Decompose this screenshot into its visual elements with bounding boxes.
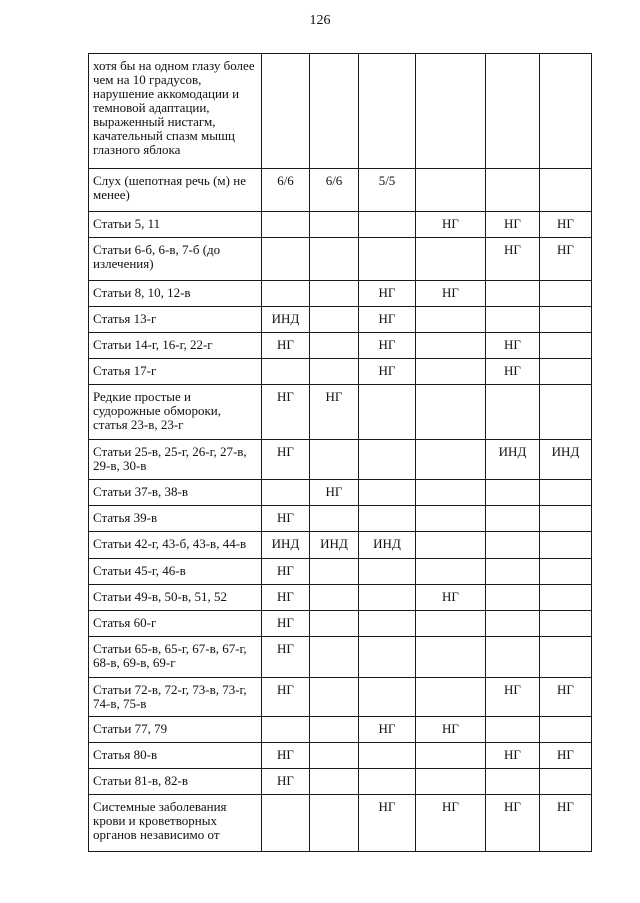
table-cell <box>262 359 310 385</box>
table-cell <box>416 480 486 506</box>
table-cell: НГ <box>262 769 310 795</box>
table-cell <box>416 54 486 169</box>
table-cell: НГ <box>262 385 310 440</box>
table-cell <box>540 281 592 307</box>
table-cell <box>416 769 486 795</box>
table-cell: НГ <box>262 559 310 585</box>
table-row <box>89 212 592 238</box>
row-label: Статьи 42-г, 43-б, 43-в, 44-в <box>89 532 262 559</box>
table-cell <box>540 54 592 169</box>
row-label: Статьи 72-в, 72-г, 73-в, 73-г, 74-в, 75-в <box>89 678 262 717</box>
table-row <box>89 238 592 281</box>
table-cell <box>310 238 359 281</box>
table-cell <box>416 385 486 440</box>
table-cell <box>310 717 359 743</box>
row-label: Статья 17-г <box>89 359 262 385</box>
table-cell: НГ <box>486 212 540 238</box>
table-cell <box>416 333 486 359</box>
table-cell <box>359 637 416 678</box>
table-cell <box>540 611 592 637</box>
table-cell: НГ <box>486 333 540 359</box>
table-cell <box>310 637 359 678</box>
table-cell: НГ <box>416 585 486 611</box>
row-label: Слух (шепотная речь (м) не менее) <box>89 169 262 212</box>
table-cell <box>310 359 359 385</box>
table-cell <box>486 54 540 169</box>
table-cell <box>359 212 416 238</box>
table-cell: НГ <box>262 440 310 480</box>
table-cell <box>486 281 540 307</box>
table-cell <box>262 480 310 506</box>
table-cell <box>262 212 310 238</box>
table-cell <box>310 281 359 307</box>
table-cell <box>540 585 592 611</box>
table-row <box>89 611 592 637</box>
row-label: Статья 39-в <box>89 506 262 532</box>
table-cell <box>359 611 416 637</box>
table-cell <box>416 611 486 637</box>
table-cell: НГ <box>540 238 592 281</box>
table-cell <box>359 385 416 440</box>
table-cell <box>416 440 486 480</box>
table-cell: НГ <box>262 585 310 611</box>
row-label: Редкие простые и судорожные обмороки, статья 23-в, 23-г <box>89 385 262 440</box>
table-row <box>89 333 592 359</box>
table-row <box>89 480 592 506</box>
table-cell <box>486 532 540 559</box>
table-cell <box>486 611 540 637</box>
row-label: Статьи 81-в, 82-в <box>89 769 262 795</box>
table-row <box>89 385 592 440</box>
row-label: Статьи 77, 79 <box>89 717 262 743</box>
table-cell: НГ <box>486 359 540 385</box>
table-cell <box>310 307 359 333</box>
table-cell: НГ <box>540 795 592 852</box>
row-label: Статья 60-г <box>89 611 262 637</box>
table-cell <box>359 678 416 717</box>
table-cell <box>262 717 310 743</box>
table-row <box>89 281 592 307</box>
table-cell <box>540 532 592 559</box>
row-label: Статьи 14-г, 16-г, 22-г <box>89 333 262 359</box>
table-cell <box>540 506 592 532</box>
table-cell: НГ <box>540 678 592 717</box>
table-cell <box>486 480 540 506</box>
row-label: Статьи 65-в, 65-г, 67-в, 67-г, 68-в, 69-в, 69-г <box>89 637 262 678</box>
table-cell <box>486 169 540 212</box>
table-cell <box>486 506 540 532</box>
table-cell: ИНД <box>262 532 310 559</box>
table-cell <box>359 559 416 585</box>
table-cell: НГ <box>416 795 486 852</box>
table-cell <box>416 307 486 333</box>
table-cell <box>359 585 416 611</box>
table-cell <box>262 795 310 852</box>
table-cell: НГ <box>262 678 310 717</box>
table-cell: НГ <box>416 717 486 743</box>
table-cell: НГ <box>540 743 592 769</box>
table-cell <box>310 559 359 585</box>
table-cell: НГ <box>359 359 416 385</box>
table-cell <box>310 506 359 532</box>
table-cell: 6/6 <box>262 169 310 212</box>
table-row <box>89 359 592 385</box>
page-number: 126 <box>309 13 331 28</box>
table-cell: НГ <box>359 795 416 852</box>
table-cell: НГ <box>486 678 540 717</box>
table-row <box>89 559 592 585</box>
table-cell <box>310 678 359 717</box>
table-row <box>89 769 592 795</box>
table-cell <box>359 440 416 480</box>
table-cell: НГ <box>359 333 416 359</box>
table-row <box>89 532 592 559</box>
table-cell: НГ <box>310 385 359 440</box>
table-cell <box>416 532 486 559</box>
table-cell: НГ <box>486 743 540 769</box>
table-cell <box>540 307 592 333</box>
table-cell: ИНД <box>310 532 359 559</box>
table-row <box>89 54 592 169</box>
table-cell <box>310 795 359 852</box>
table-row <box>89 637 592 678</box>
row-label: Статьи 45-г, 46-в <box>89 559 262 585</box>
table-cell <box>540 769 592 795</box>
table-cell <box>416 637 486 678</box>
row-label: Статьи 37-в, 38-в <box>89 480 262 506</box>
row-label: хотя бы на одном глазу более чем на 10 градусов, нарушение аккомодации и темновой адаптации, выраженный нистагм, качательный спазм мышц глазного яблока <box>89 54 262 169</box>
row-label: Системные заболевания крови и кроветворных органов независимо от <box>89 795 262 852</box>
table-cell: НГ <box>359 307 416 333</box>
row-label: Статьи 49-в, 50-в, 51, 52 <box>89 585 262 611</box>
table-cell <box>310 54 359 169</box>
table-row <box>89 169 592 212</box>
table-cell <box>416 359 486 385</box>
table-cell <box>310 333 359 359</box>
table-cell <box>540 169 592 212</box>
table-row <box>89 743 592 769</box>
requirements-table <box>88 53 592 852</box>
table-cell <box>540 385 592 440</box>
table-row <box>89 795 592 852</box>
table-cell <box>416 169 486 212</box>
table-cell <box>416 506 486 532</box>
table-cell: НГ <box>540 212 592 238</box>
table-row <box>89 678 592 717</box>
table-cell <box>310 743 359 769</box>
table-cell: НГ <box>416 281 486 307</box>
table-cell <box>540 333 592 359</box>
row-label: Статьи 6-б, 6-в, 7-б (до излечения) <box>89 238 262 281</box>
table-row <box>89 506 592 532</box>
table-cell <box>262 281 310 307</box>
table-cell <box>540 717 592 743</box>
row-label: Статьи 25-в, 25-г, 26-г, 27-в, 29-в, 30-в <box>89 440 262 480</box>
table-cell <box>486 717 540 743</box>
table-cell <box>359 743 416 769</box>
table-cell: ИНД <box>540 440 592 480</box>
table-cell: НГ <box>359 281 416 307</box>
table-cell <box>310 440 359 480</box>
table-cell: ИНД <box>359 532 416 559</box>
table-cell <box>416 238 486 281</box>
table-cell: НГ <box>262 743 310 769</box>
table-cell <box>486 769 540 795</box>
table-cell <box>262 238 310 281</box>
table-cell <box>359 238 416 281</box>
table-cell: НГ <box>262 637 310 678</box>
table-cell <box>486 559 540 585</box>
table-row <box>89 440 592 480</box>
table-cell: 6/6 <box>310 169 359 212</box>
table-cell: НГ <box>310 480 359 506</box>
row-label: Статьи 5, 11 <box>89 212 262 238</box>
table-row <box>89 717 592 743</box>
table-cell: НГ <box>359 717 416 743</box>
table-cell: ИНД <box>262 307 310 333</box>
table-cell <box>262 54 310 169</box>
table-cell: НГ <box>262 611 310 637</box>
table-cell <box>540 480 592 506</box>
table-cell: НГ <box>416 212 486 238</box>
row-label: Статья 80-в <box>89 743 262 769</box>
table-row <box>89 307 592 333</box>
table-cell: НГ <box>262 506 310 532</box>
table-cell: НГ <box>486 238 540 281</box>
table-cell: НГ <box>486 795 540 852</box>
table-cell <box>486 585 540 611</box>
table-cell <box>310 585 359 611</box>
table-cell <box>359 480 416 506</box>
row-label: Статьи 8, 10, 12-в <box>89 281 262 307</box>
table-cell <box>540 637 592 678</box>
row-label: Статья 13-г <box>89 307 262 333</box>
table-cell: ИНД <box>486 440 540 480</box>
table-cell <box>359 54 416 169</box>
table-cell <box>486 637 540 678</box>
table-cell <box>486 307 540 333</box>
table-cell <box>416 743 486 769</box>
table-cell <box>486 385 540 440</box>
table-cell <box>359 769 416 795</box>
table-cell <box>310 769 359 795</box>
table-cell <box>540 559 592 585</box>
table-cell <box>540 359 592 385</box>
table-row <box>89 585 592 611</box>
table-cell <box>310 611 359 637</box>
table-cell <box>310 212 359 238</box>
table-cell <box>416 678 486 717</box>
table-cell <box>359 506 416 532</box>
table-cell: 5/5 <box>359 169 416 212</box>
table-cell <box>416 559 486 585</box>
table-cell: НГ <box>262 333 310 359</box>
